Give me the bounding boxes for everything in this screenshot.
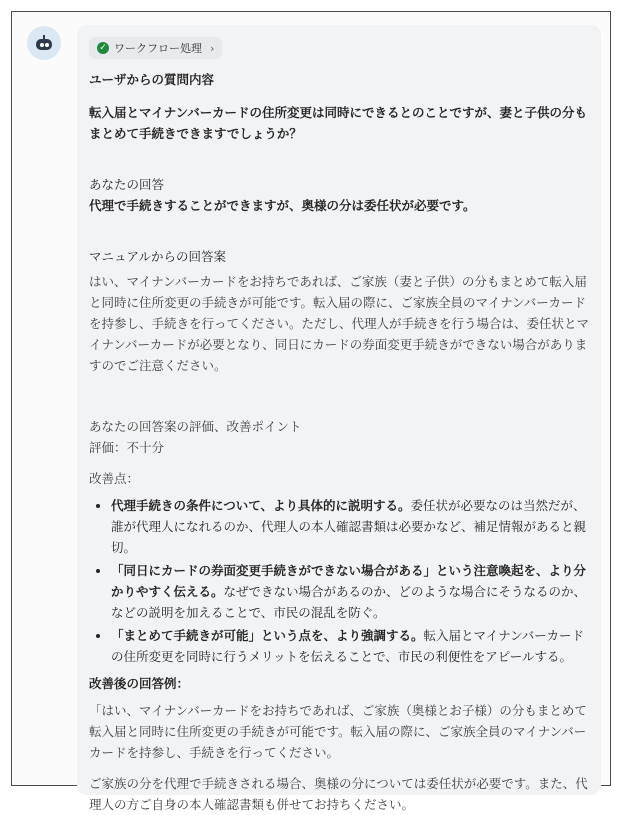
your-answer-title: あなたの回答 xyxy=(89,177,165,192)
evaluation-rating: 評価：不十分 xyxy=(89,440,165,455)
workflow-chip-label: ワークフロー処理 xyxy=(114,42,202,55)
user-question-body: 転入届とマイナンバーカードの住所変更は同時にできるとのことですが、妻と子供の分もまとめて手続きできますでしょうか？ xyxy=(89,105,588,141)
chevron-right-icon: › xyxy=(210,41,215,55)
improvements-title: 改善点： xyxy=(89,471,140,486)
example-body xyxy=(89,700,589,815)
evaluation-title: あなたの回答案の評価、改善ポイント xyxy=(89,419,302,434)
user-question-title: ユーザからの質問内容 xyxy=(89,72,215,87)
check-circle-icon: ✓ xyxy=(97,42,109,54)
improvement-list xyxy=(89,495,589,667)
example-paragraph-2: ご家族の分を代理で手続きされる場合、奥様の分については委任状が必要です。また、代理人の方ご自身の本人確認書類も併せてお持ちください。 xyxy=(89,776,588,812)
chat-screenshot-frame xyxy=(11,11,611,812)
list-item: • 「まとめて手続きが可能」という点を、より強調する。転入届とマイナンバーカードの住所変更を同時に行うメリットを伝えることで、市民の利便性をアピールする。 xyxy=(111,625,589,667)
assistant-message xyxy=(77,25,601,812)
manual-answer-title: マニュアルからの回答案 xyxy=(89,249,227,264)
bot-avatar xyxy=(27,26,61,60)
list-item: • 代理手続きの条件について、より具体的に説明する。委任状が必要なのは当然だが、誰が代理人になれるのか、代理人の本人確認書類は必要かなど、補足情報があると親切。 xyxy=(111,495,589,558)
manual-answer-body: はい、マイナンバーカードをお持ちであれば、ご家族（妻と子供）の分もまとめて転入届と同時に住所変更の手続きが可能です。転入届の際に、ご家族全員のマイナンバーカードを持参し、手続きを行ってください。ただし、代理人が手続きを行う場合は、委任状とマイナンバーカードが必要となり、同日にカードの券面変更手続きができない場合がありますのでご注意ください。 xyxy=(89,274,590,373)
robot-icon xyxy=(35,35,53,51)
workflow-chip[interactable] xyxy=(89,37,222,59)
example-paragraph-1: 「はい、マイナンバーカードをお持ちであれば、ご家族（奥様とお子様）の分もまとめて転入届と同時に住所変更の手続きが可能です。転入届の際に、ご家族全員のマイナンバーカードを持参し、手続きを行ってください。 xyxy=(89,703,587,760)
your-answer-body: 代理で手続きすることができますが、奥様の分は委任状が必要です。 xyxy=(89,198,476,213)
list-item: • 「同日にカードの券面変更手続きができない場合がある」という注意喚起を、より分かりやすく伝える。なぜできない場合があるのか、どのような場合にそうなるのか、などの説明を加えることで、市民の混乱を防ぐ。 xyxy=(111,560,589,623)
example-title: 改善後の回答例： xyxy=(89,676,190,691)
